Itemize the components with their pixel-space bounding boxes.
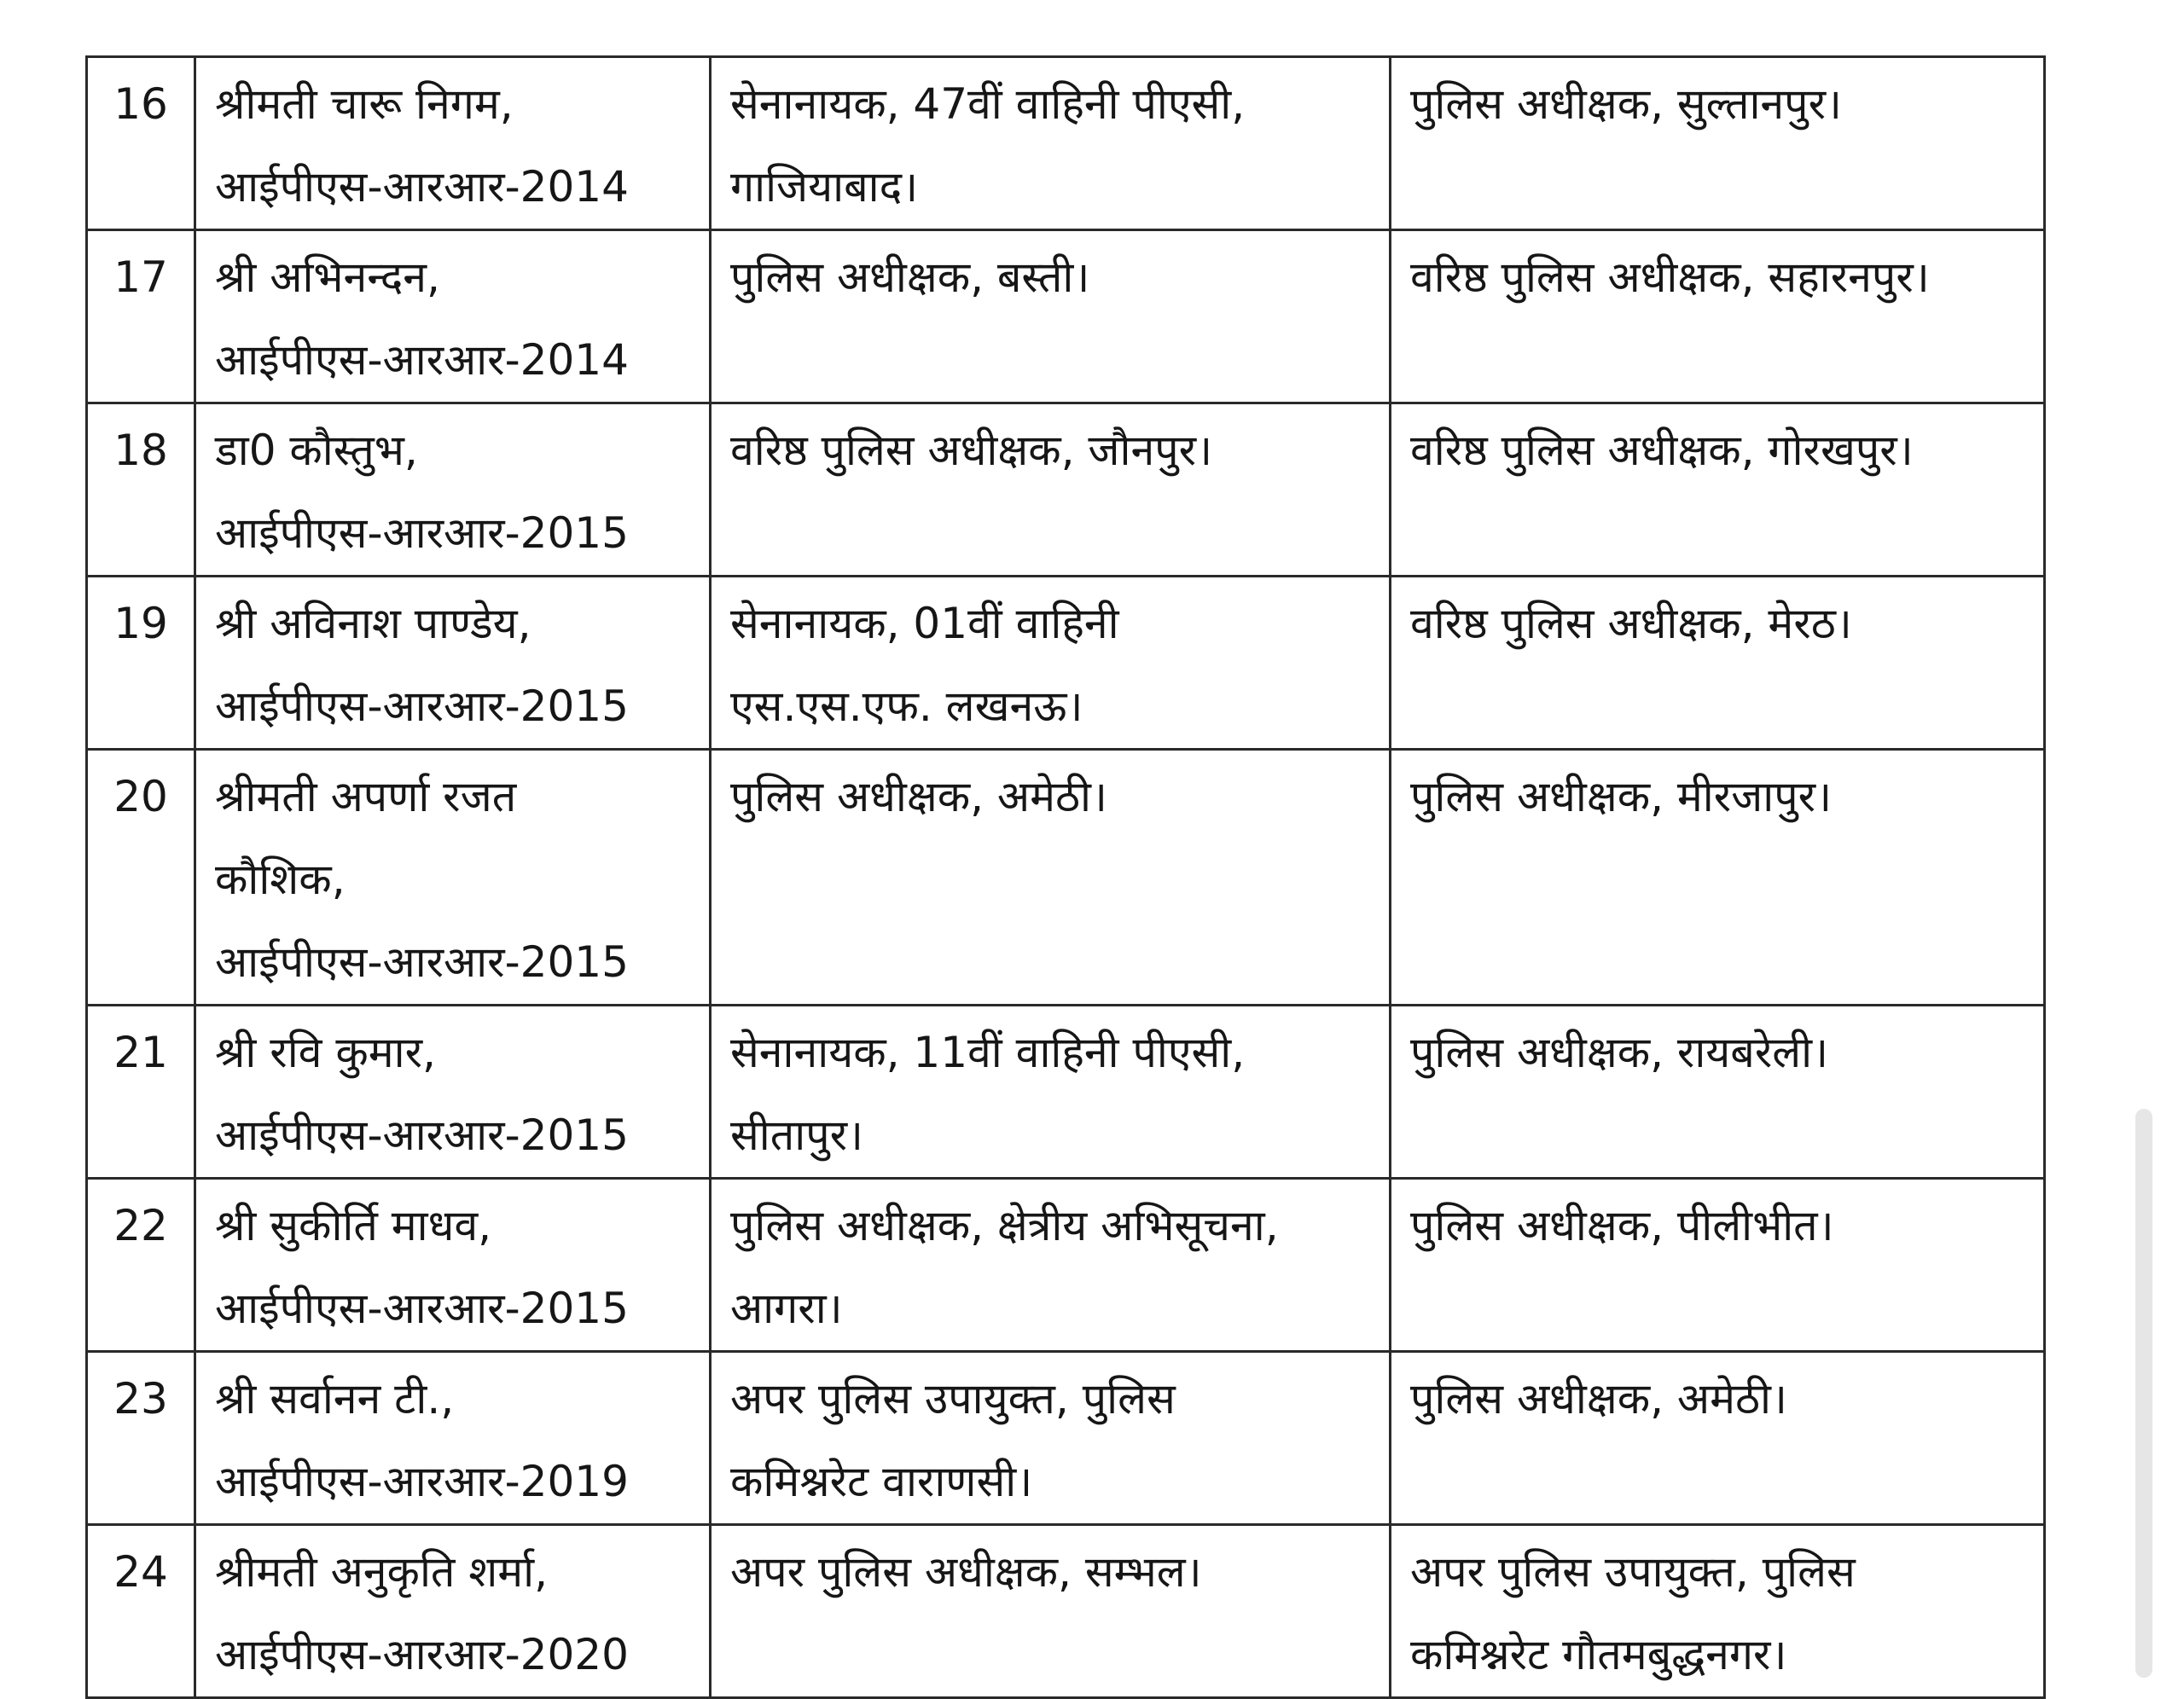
new-posting-cell [1391,57,2045,230]
officer-name-cell [195,577,711,750]
officer-name-line: आईपीएस-आरआर-2015 [215,508,629,558]
serial-number: 22 [113,1201,168,1250]
serial-number: 24 [113,1547,168,1597]
table-row [87,1006,2045,1179]
officer-name-cell [195,1006,711,1179]
new-posting-cell [1391,1352,2045,1525]
current-posting-line: सेनानायक, 11वीं वाहिनी पीएसी, [730,1028,1246,1077]
serial-number: 18 [113,426,168,475]
officer-name-line: आईपीएस-आरआर-2015 [215,1110,629,1160]
new-posting-cell [1391,1525,2045,1698]
officer-name-cell [195,1179,711,1352]
table-row [87,577,2045,750]
table-body [87,57,2045,1698]
current-posting-cell [711,750,1391,1006]
officer-name-line: श्री अभिनन्दन, [215,252,440,302]
new-posting-line: पुलिस अधीक्षक, रायबरेली। [1410,1028,1829,1077]
new-posting-cell [1391,230,2045,403]
officer-name-line: श्री सर्वानन टी., [215,1374,455,1424]
current-posting-cell [711,57,1391,230]
officer-name-line: श्री अविनाश पाण्डेय, [215,599,531,648]
new-posting-line: अपर पुलिस उपायुक्त, पुलिस [1410,1547,1856,1597]
new-posting-cell [1391,1179,2045,1352]
new-posting-line: पुलिस अधीक्षक, सुल्तानपुर। [1410,79,1842,129]
serial-number: 19 [113,599,168,648]
serial-number: 20 [113,772,168,821]
new-posting-line: पुलिस अधीक्षक, अमेठी। [1410,1374,1787,1424]
serial-number-cell [87,403,195,577]
current-posting-line: अपर पुलिस अधीक्षक, सम्भल। [730,1547,1202,1597]
current-posting-line: सेनानायक, 01वीं वाहिनी [730,599,1119,648]
officer-name-cell [195,1352,711,1525]
current-posting-cell [711,230,1391,403]
table-row [87,57,2045,230]
officer-name-line: आईपीएस-आरआर-2015 [215,937,629,987]
serial-number-cell [87,750,195,1006]
current-posting-line: कमिश्नरेट वाराणसी। [730,1457,1033,1506]
current-posting-cell [711,403,1391,577]
officer-name-cell [195,1525,711,1698]
new-posting-cell [1391,577,2045,750]
table-row [87,230,2045,403]
current-posting-cell [711,1006,1391,1179]
table-row [87,1525,2045,1698]
new-posting-line: वरिष्ठ पुलिस अधीक्षक, सहारनपुर। [1410,252,1930,302]
officer-name-line: श्री रवि कुमार, [215,1028,436,1077]
serial-number-cell [87,57,195,230]
officer-name-cell [195,403,711,577]
officer-name-line: आईपीएस-आरआर-2014 [215,162,629,212]
current-posting-cell [711,1525,1391,1698]
officer-name-line: डा0 कौस्तुभ, [215,426,418,475]
current-posting-cell [711,577,1391,750]
officer-name-cell [195,57,711,230]
vertical-scrollbar[interactable] [2135,1109,2152,1678]
current-posting-line: सीतापुर। [730,1110,863,1160]
current-posting-line: पुलिस अधीक्षक, बस्ती। [730,252,1090,302]
new-posting-cell [1391,403,2045,577]
current-posting-cell [711,1179,1391,1352]
current-posting-line: गाजियाबाद। [730,162,919,212]
serial-number: 21 [113,1028,168,1077]
current-posting-line: वरिष्ठ पुलिस अधीक्षक, जौनपुर। [730,426,1213,475]
serial-number-cell [87,1525,195,1698]
serial-number: 23 [113,1374,168,1424]
serial-number-cell [87,230,195,403]
current-posting-line: आगरा। [730,1284,843,1333]
new-posting-line: वरिष्ठ पुलिस अधीक्षक, मेरठ। [1410,599,1852,648]
current-posting-line: अपर पुलिस उपायुक्त, पुलिस [730,1374,1176,1424]
officer-name-cell [195,750,711,1006]
new-posting-line: पुलिस अधीक्षक, पीलीभीत। [1410,1201,1834,1250]
current-posting-line: सेनानायक, 47वीं वाहिनी पीएसी, [730,79,1246,129]
new-posting-line: वरिष्ठ पुलिस अधीक्षक, गोरखपुर। [1410,426,1914,475]
serial-number-cell [87,1352,195,1525]
officer-name-line: आईपीएस-आरआर-2015 [215,681,629,731]
officer-name-line: श्रीमती चारू निगम, [215,79,514,129]
officer-name-line: श्रीमती अपर्णा रजत [215,772,517,821]
serial-number-cell [87,1006,195,1179]
new-posting-cell [1391,1006,2045,1179]
serial-number: 17 [113,252,168,302]
serial-number-cell [87,577,195,750]
officer-name-line: आईपीएस-आरआर-2015 [215,1284,629,1333]
current-posting-cell [711,1352,1391,1525]
officer-name-line: कौशिक, [215,855,346,904]
new-posting-cell [1391,750,2045,1006]
new-posting-line: कमिश्नरेट गौतमबुद्धनगर। [1410,1630,1787,1679]
table-row [87,750,2045,1006]
officer-name-line: आईपीएस-आरआर-2020 [215,1630,629,1679]
officer-name-line: श्री सुकीर्ति माधव, [215,1201,492,1250]
new-posting-line: पुलिस अधीक्षक, मीरजापुर। [1410,772,1833,821]
officer-name-line: आईपीएस-आरआर-2019 [215,1457,629,1506]
current-posting-line: एस.एस.एफ. लखनऊ। [730,681,1083,731]
table-row [87,403,2045,577]
serial-number-cell [87,1179,195,1352]
table-row [87,1352,2045,1525]
officer-name-line: श्रीमती अनुकृति शर्मा, [215,1547,549,1597]
transfer-table [85,55,2046,1699]
officer-name-cell [195,230,711,403]
serial-number: 16 [113,79,168,129]
officer-name-line: आईपीएस-आरआर-2014 [215,335,629,385]
current-posting-line: पुलिस अधीक्षक, क्षेत्रीय अभिसूचना, [730,1201,1279,1250]
current-posting-line: पुलिस अधीक्षक, अमेठी। [730,772,1107,821]
table-row [87,1179,2045,1352]
